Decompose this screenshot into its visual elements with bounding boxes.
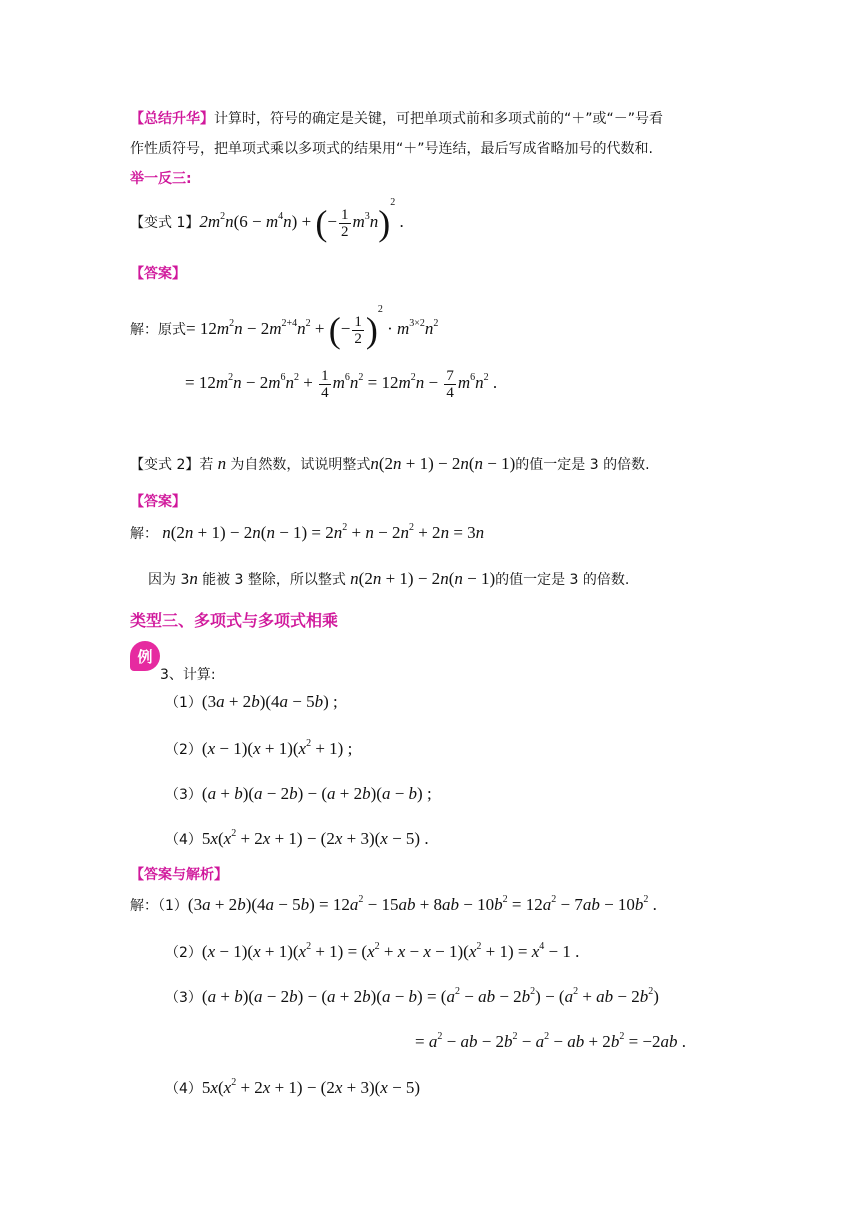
answer-2-heading: 【答案】 xyxy=(130,494,186,510)
variant-2-label: 【变式 2】 xyxy=(130,457,200,473)
answer-3-expr-3: $(a + b)(a - 2b) - (a + 2b)(a - b) = (a^2$ − ab − $2b^2) - (a^2$ + ab − $2b^2$) xyxy=(201,986,659,1006)
item-2-expression: $(x - 1)(x + 1)(x^2 + 1)$ ; xyxy=(201,738,353,758)
answer-2-expression-2: n(2n + 1) − 2n(n − 1) xyxy=(345,569,496,588)
answer-2-text-2: 能被 3 整除，所以整式 xyxy=(202,572,346,588)
summary-tag: 【总结升华】 xyxy=(130,111,214,127)
example-3-item-3 xyxy=(165,784,432,804)
answer-2-text-1: 因为 3 xyxy=(148,572,190,588)
variant-2-line xyxy=(130,454,650,474)
item-3-expression: (a + b)(a − 2b) − (a + 2b)(a − b) ; xyxy=(201,784,432,803)
example-3-item-1 xyxy=(165,692,338,712)
answer-1-line-2 xyxy=(185,368,497,401)
variant-1-expression: $2m^2n(6 - m^4n)$ + (− $\frac{1}{2}$ $m^3n)^2$ . xyxy=(199,197,404,244)
variant-2-text-2: 为自然数，试说明整式 xyxy=(230,457,371,473)
summary-line-2: 作性质符号，把单项式乘以多项式的结果用“＋”号连结，最后写成省略加号的代数和. xyxy=(130,141,653,157)
answer-3-num-3: （3） xyxy=(165,990,202,1006)
answer-1-expr-1: = $12m^2n - 2m^{2+4}n^2$ + (− $\frac{1}{2}$ )$^2 \cdot m^{3\times 2}n^2$ xyxy=(186,304,439,351)
item-3-number: （3） xyxy=(165,787,202,803)
answer-3-line-4 xyxy=(165,1078,420,1098)
answer-2-line-2 xyxy=(148,569,629,589)
answer-3-line-3 xyxy=(165,987,659,1007)
item-1-expression: (3a + 2b)(4a − 5b) ; xyxy=(201,692,338,711)
answer-3-heading: 【答案与解析】 xyxy=(130,867,228,883)
answer-3-num-2: （2） xyxy=(165,945,202,961)
example-3-prompt: 3、计算: xyxy=(160,667,216,683)
variant-2-text-1: 若 xyxy=(199,457,214,473)
variant-2-expression: n(2n + 1) − 2n(n − 1) xyxy=(370,454,516,473)
example-3-item-4 xyxy=(165,829,429,849)
answer-3-expr-2: $(x - 1)(x + 1)(x^2 + 1) = (x^2 + x - x - 1)(x^2 + 1) = x^4 - 1$ . xyxy=(201,941,580,961)
variant-1-label: 【变式 1】 xyxy=(130,215,200,231)
item-1-number: （1） xyxy=(165,695,202,711)
answer-3-line-2 xyxy=(165,942,579,962)
item-2-number: （2） xyxy=(165,742,202,758)
answer-1-heading: 【答案】 xyxy=(130,266,186,282)
variant-2-text-3: 的值一定是 3 的倍数. xyxy=(515,457,650,473)
type-3-title: 类型三、多项式与多项式相乘 xyxy=(130,611,339,630)
example-3-item-2 xyxy=(165,739,352,759)
answer-1-line-1 xyxy=(130,304,439,351)
example-badge-icon: 例 xyxy=(130,641,160,671)
answer-2-line-1 xyxy=(130,523,484,543)
answer-2-solve: 解： xyxy=(130,526,158,542)
answer-3-expr-4: $5x(x^2 + 2x + 1) - (2x + 3)(x - 5)$ xyxy=(201,1077,421,1097)
answer-3-expr-3b: = $a^2$ − ab − $2b^2 - a^2$ − ab + $2b^2 = -2ab$ . xyxy=(415,1031,686,1051)
item-4-expression: $5x(x^2 + 2x + 1) - (2x + 3)(x - 5)$ . xyxy=(201,828,429,848)
practice-heading: 举一反三: xyxy=(130,171,192,187)
answer-3-line-1 xyxy=(130,895,657,915)
variant-2-var-n: n xyxy=(213,454,231,473)
answer-3-line-3b xyxy=(415,1032,686,1052)
summary-line-1 xyxy=(130,108,663,128)
answer-1-expr-2: = $12m^2n - 2m^6n^2$ + $\frac{1}{4}$ $m^6n^2 = 12m^2n$ − $\frac{7}{4}$ $m^6n^2$ . xyxy=(185,368,498,401)
item-4-number: （4） xyxy=(165,832,202,848)
answer-2-expression: $n(2n + 1) - 2n(n - 1) = 2n^2 + n - 2n^2 + 2n = 3n$ xyxy=(158,522,485,542)
answer-3-num-1: （1） xyxy=(158,898,188,914)
variant-1-line xyxy=(130,197,404,244)
summary-text-1: 计算时，符号的确定是关键，可把单项式前和多项式前的“＋”或“－”号看 xyxy=(214,111,664,127)
answer-3-solve: 解： xyxy=(130,898,158,914)
answer-3-num-4: （4） xyxy=(165,1081,202,1097)
answer-2-var-n: n xyxy=(189,569,203,588)
answer-2-text-3: 的值一定是 3 的倍数. xyxy=(495,572,630,588)
answer-3-expr-1: $(3a + 2b)(4a - 5b) = 12a^2 - 15ab + 8ab - 10b^2 = 12a^2 - 7ab - 10b^2$ . xyxy=(187,894,657,914)
answer-1-solve: 解：原式 xyxy=(130,322,186,338)
